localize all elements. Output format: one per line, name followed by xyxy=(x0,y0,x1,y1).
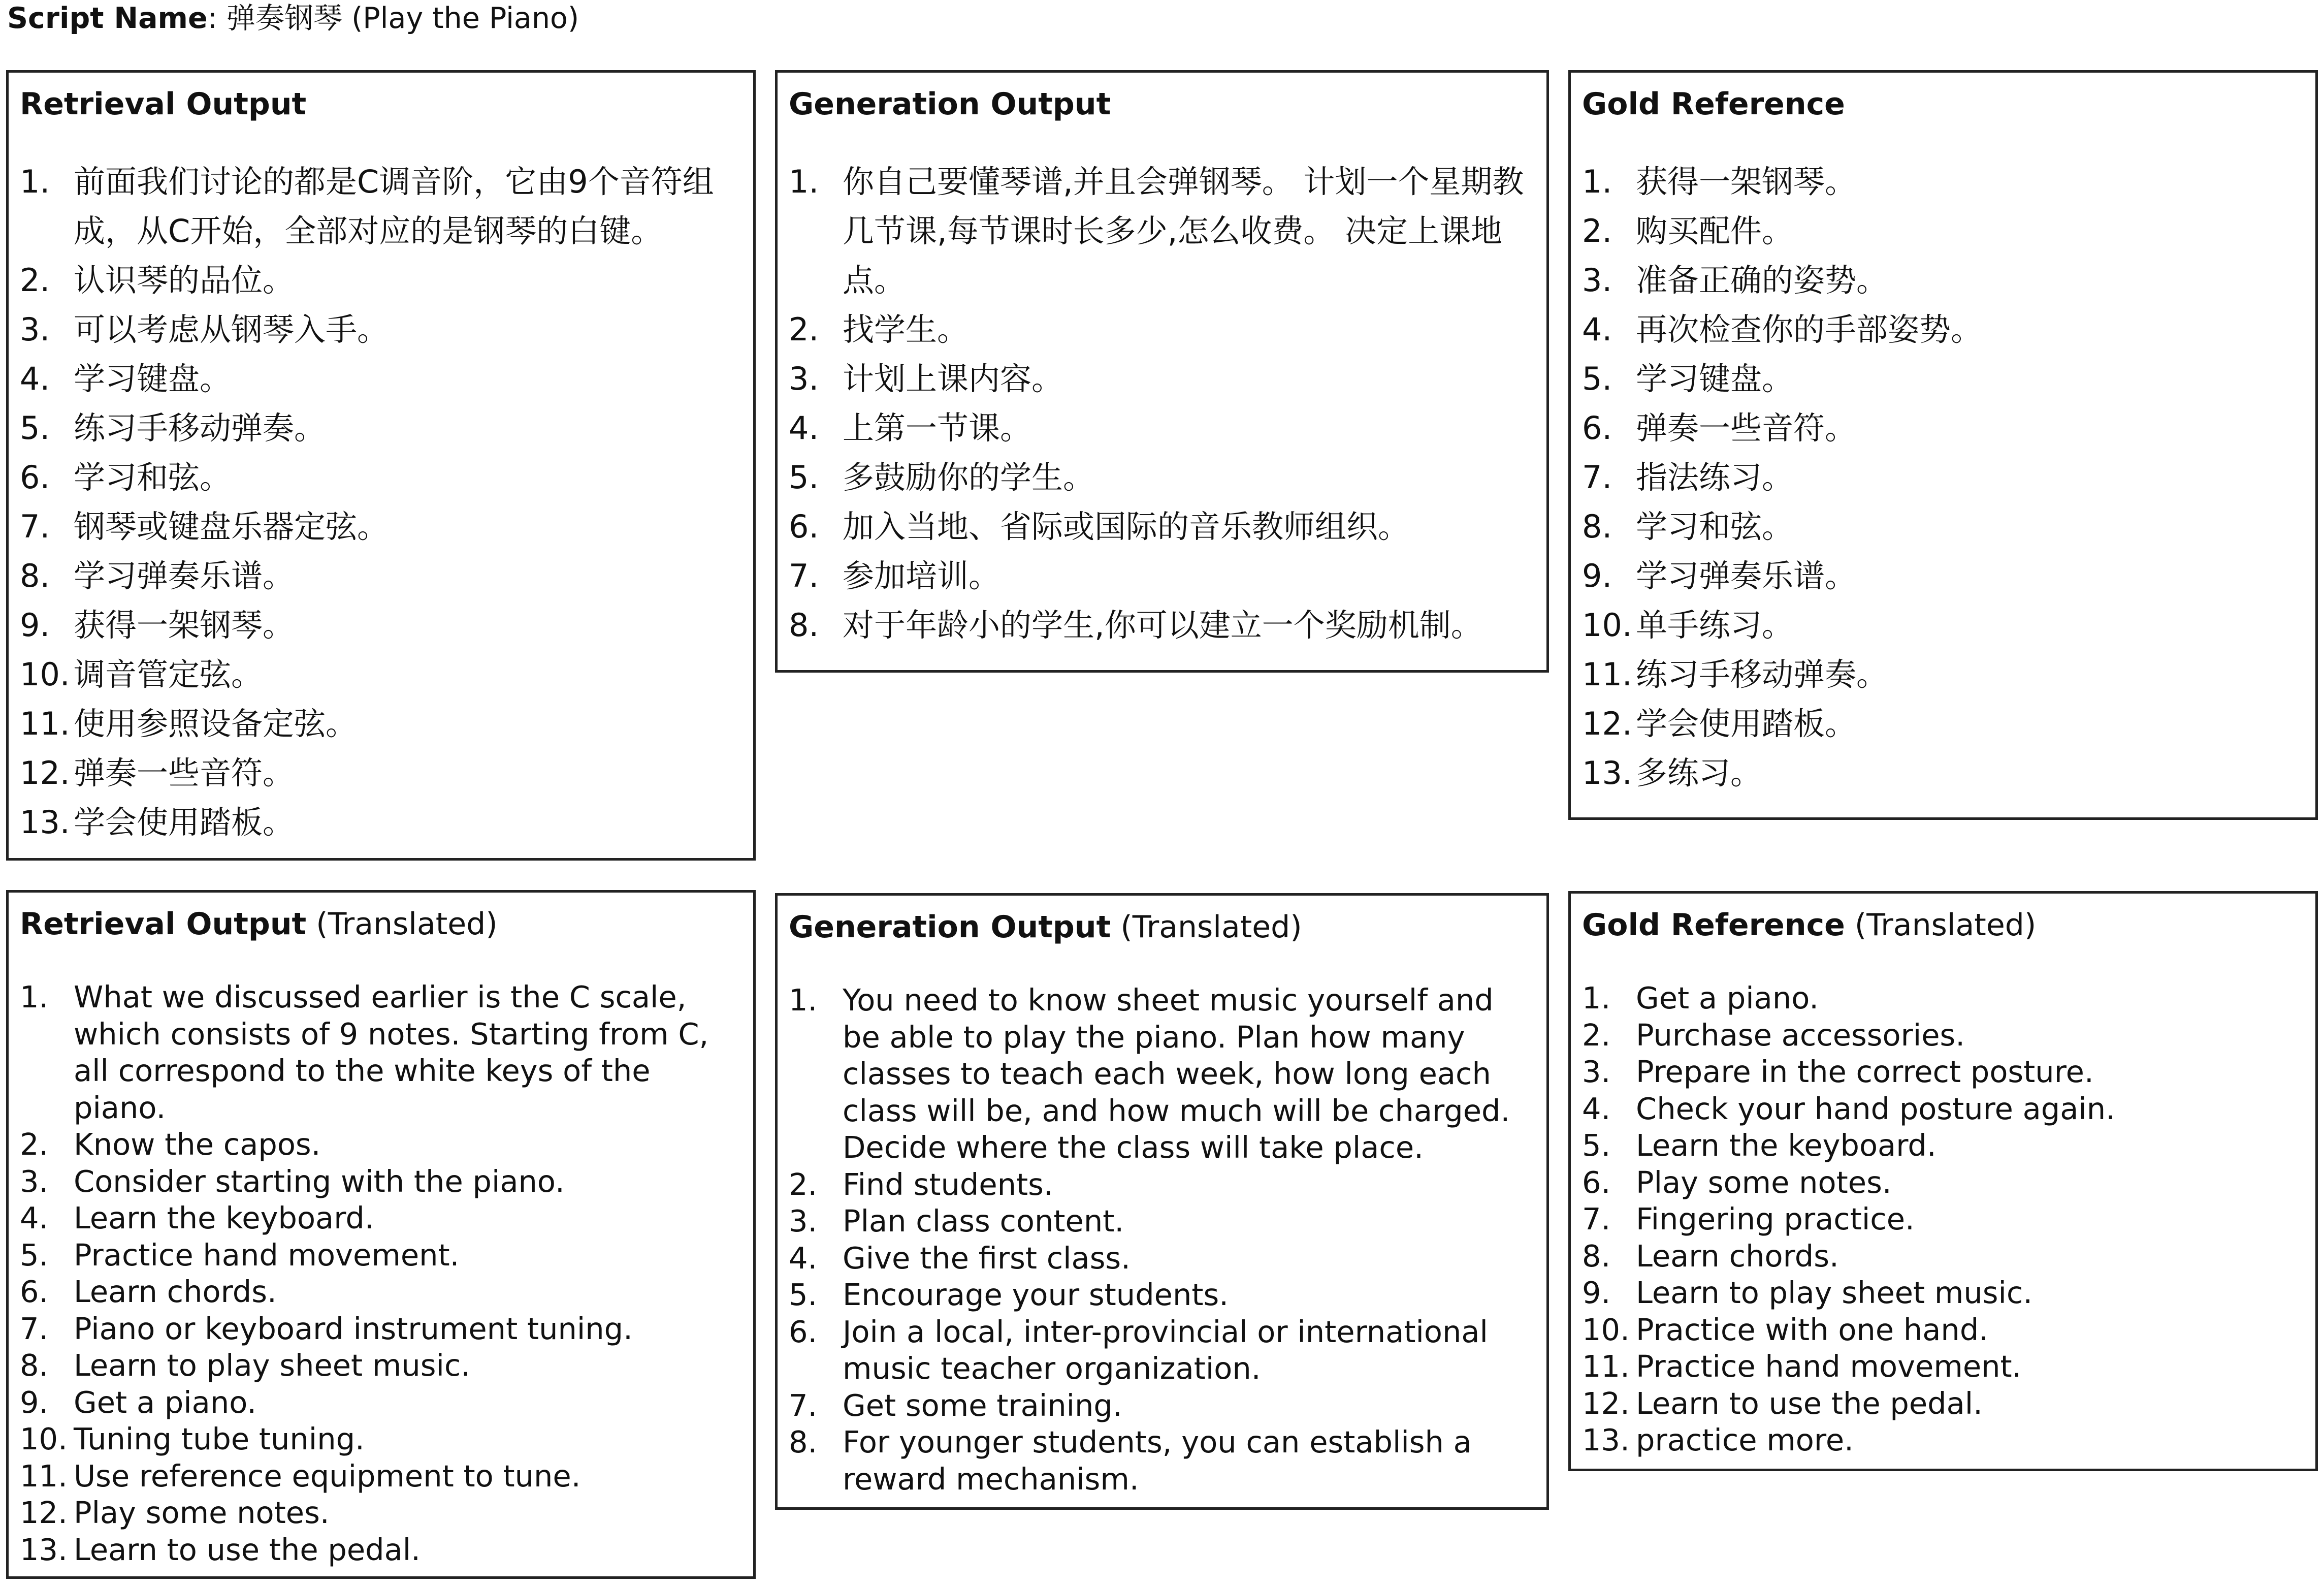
list-item xyxy=(20,1384,746,1421)
gold-reference-translated-box xyxy=(1568,891,2318,1471)
box-title xyxy=(789,909,1302,945)
list-item-text: For younger students, you can establish a reward mechanism. xyxy=(843,1424,1472,1497)
list-item-text: Use reference equipment to tune. xyxy=(74,1458,581,1494)
list-item-text: 参加培训。 xyxy=(843,557,1000,594)
list-item xyxy=(20,157,746,256)
list-item-number: 6. xyxy=(1582,1164,1611,1200)
list-item xyxy=(20,1421,746,1458)
list-item-text: Learn chords. xyxy=(74,1274,277,1309)
list-item-number: 9. xyxy=(20,607,50,644)
retrieval-output-translated-list xyxy=(20,979,746,1568)
list-item xyxy=(20,403,746,453)
list-item-text: 学习弹奏乐谱。 xyxy=(1636,557,1857,594)
list-item-text: 上第一节课。 xyxy=(843,409,1032,447)
list-item-number: 2. xyxy=(1582,212,1612,249)
list-item-text: 可以考虑从钢琴入手。 xyxy=(74,311,389,348)
retrieval-output-translated-box xyxy=(6,890,756,1579)
list-item xyxy=(1582,403,2308,453)
list-item-number: 5. xyxy=(789,459,819,496)
box-title xyxy=(1582,907,2036,943)
list-item-number: 13. xyxy=(1582,754,1632,791)
box-title xyxy=(20,906,498,942)
box-title-label: Gold Reference xyxy=(1582,86,1845,122)
list-item xyxy=(1582,1422,2308,1459)
list-item-text: 认识琴的品位。 xyxy=(74,262,295,299)
list-item-number: 4. xyxy=(20,1200,49,1235)
list-item-text: 多练习。 xyxy=(1636,754,1762,791)
list-item-number: 3. xyxy=(789,1203,818,1239)
list-item xyxy=(789,1387,1539,1424)
list-item xyxy=(789,600,1539,650)
list-item-number: 4. xyxy=(1582,311,1612,348)
list-item xyxy=(20,1495,746,1532)
box-title xyxy=(789,86,1111,122)
script-name-label: Script Name xyxy=(7,2,208,35)
list-item-number: 2. xyxy=(789,311,819,348)
generation-output-translated-box xyxy=(775,893,1549,1510)
list-item-number: 8. xyxy=(20,1348,49,1383)
list-item-text: 准备正确的姿势。 xyxy=(1636,262,1888,299)
list-item-text: 你自己要懂琴谱,并且会弹钢琴。 计划一个星期教几节课,每节课时长多少,怎么收费。 决定上课地点。 xyxy=(843,163,1524,299)
generation-output-box xyxy=(775,70,1549,673)
list-item-number: 2. xyxy=(20,262,50,299)
list-item-number: 4. xyxy=(1582,1091,1611,1126)
list-item-number: 3. xyxy=(20,1163,49,1199)
list-item-text: Join a local, inter-provincial or international music teacher organization. xyxy=(843,1314,1488,1386)
list-item-number: 9. xyxy=(20,1384,49,1420)
list-item-number: 12. xyxy=(1582,705,1632,742)
list-item xyxy=(789,1424,1539,1498)
list-item-number: 8. xyxy=(789,1424,818,1460)
list-item-number: 6. xyxy=(1582,409,1612,447)
list-item-text: Find students. xyxy=(843,1166,1053,1202)
list-item-number: 11. xyxy=(1582,1349,1630,1384)
list-item-text: You need to know sheet music yourself and be able to play the piano. Plan how many classes to teach each week, how long each class will be, and how much will be charged. Decide where the class will take place. xyxy=(843,982,1510,1165)
list-item-number: 1. xyxy=(789,163,819,200)
list-item-text: Learn to play sheet music. xyxy=(1636,1275,2033,1310)
list-item-text: 学习键盘。 xyxy=(74,360,232,397)
list-item-text: 找学生。 xyxy=(843,311,969,348)
list-item-text: 指法练习。 xyxy=(1636,459,1794,496)
list-item-number: 1. xyxy=(1582,980,1611,1016)
list-item-number: 12. xyxy=(1582,1385,1630,1421)
list-item xyxy=(20,502,746,551)
list-item-text: Learn the keyboard. xyxy=(74,1200,374,1235)
list-item-text: Play some notes. xyxy=(1636,1164,1892,1200)
list-item-text: Practice with one hand. xyxy=(1636,1312,1989,1347)
list-item-text: 调音管定弦。 xyxy=(74,656,263,693)
list-item-number: 5. xyxy=(20,409,50,447)
list-item xyxy=(1582,1348,2308,1385)
list-item xyxy=(20,256,746,305)
list-item-number: 11. xyxy=(1582,656,1632,693)
box-title-label: Generation Output xyxy=(789,909,1111,945)
list-item xyxy=(1582,1127,2308,1164)
box-title-label: Gold Reference xyxy=(1582,907,1845,943)
list-item-number: 1. xyxy=(20,979,49,1014)
list-item-number: 5. xyxy=(1582,1128,1611,1163)
list-item-number: 4. xyxy=(20,360,50,397)
list-item xyxy=(20,699,746,748)
list-item-number: 2. xyxy=(1582,1017,1611,1053)
list-item-text: practice more. xyxy=(1636,1422,1854,1457)
list-item-number: 2. xyxy=(20,1127,49,1162)
box-title-label: Retrieval Output xyxy=(20,86,307,122)
list-item xyxy=(20,748,746,798)
list-item xyxy=(20,1126,746,1163)
list-item-number: 4. xyxy=(789,409,819,447)
list-item-text: Learn chords. xyxy=(1636,1238,1839,1274)
list-item xyxy=(20,600,746,650)
list-item xyxy=(1582,1385,2308,1422)
list-item xyxy=(1582,1238,2308,1275)
box-title xyxy=(1582,86,1845,122)
list-item xyxy=(1582,157,2308,206)
list-item-text: Learn to play sheet music. xyxy=(74,1348,471,1383)
list-item xyxy=(20,1237,746,1274)
box-title-label: Generation Output xyxy=(789,86,1111,122)
generation-output-translated-list xyxy=(789,982,1539,1498)
list-item xyxy=(789,1203,1539,1240)
list-item xyxy=(1582,305,2308,354)
list-item-text: Fingering practice. xyxy=(1636,1201,1915,1236)
list-item-text: 练习手移动弹奏。 xyxy=(74,409,326,447)
list-item-text: Check your hand posture again. xyxy=(1636,1091,2115,1126)
list-item-text: Get some training. xyxy=(843,1387,1122,1423)
list-item-number: 7. xyxy=(20,1311,49,1346)
list-item-text: 获得一架钢琴。 xyxy=(74,607,295,644)
list-item xyxy=(20,1163,746,1200)
list-item-number: 8. xyxy=(1582,1238,1611,1274)
list-item xyxy=(1582,600,2308,650)
list-item-number: 8. xyxy=(1582,508,1612,545)
list-item-number: 13. xyxy=(1582,1422,1630,1457)
list-item xyxy=(789,982,1539,1166)
list-item-number: 6. xyxy=(789,508,819,545)
list-item-text: 单手练习。 xyxy=(1636,607,1794,644)
list-item xyxy=(1582,1054,2308,1091)
list-item-number: 8. xyxy=(20,557,50,594)
list-item-text: 学习和弦。 xyxy=(1636,508,1794,545)
list-item xyxy=(789,551,1539,600)
list-item xyxy=(20,798,746,847)
list-item-number: 3. xyxy=(20,311,50,348)
list-item-text: Tuning tube tuning. xyxy=(74,1421,365,1456)
list-item-number: 7. xyxy=(1582,1201,1611,1236)
list-item-number: 4. xyxy=(789,1240,818,1276)
list-item xyxy=(789,1240,1539,1277)
list-item-text: Consider starting with the piano. xyxy=(74,1163,565,1199)
list-item-text: Learn to use the pedal. xyxy=(74,1532,421,1567)
list-item-text: Get a piano. xyxy=(1636,980,1819,1016)
list-item xyxy=(789,403,1539,453)
list-item-text: 使用参照设备定弦。 xyxy=(74,705,358,742)
list-item xyxy=(1582,1312,2308,1349)
list-item xyxy=(1582,748,2308,798)
list-item-text: Learn the keyboard. xyxy=(1636,1128,1936,1163)
box-title-label: Retrieval Output xyxy=(20,906,307,942)
list-item xyxy=(20,1458,746,1495)
list-item xyxy=(1582,1275,2308,1312)
list-item-number: 6. xyxy=(20,1274,49,1309)
list-item xyxy=(1582,699,2308,748)
box-title-suffix: (Translated) xyxy=(306,906,498,942)
list-item xyxy=(1582,1017,2308,1054)
list-item xyxy=(789,502,1539,551)
list-item xyxy=(1582,1091,2308,1128)
list-item-text: 购买配件。 xyxy=(1636,212,1794,249)
script-name-value: 弹奏钢琴 (Play the Piano) xyxy=(226,2,579,35)
list-item-text: 加入当地、省际或国际的音乐教师组织。 xyxy=(843,508,1410,545)
list-item-number: 3. xyxy=(789,360,819,397)
list-item-text: Play some notes. xyxy=(74,1495,330,1530)
list-item xyxy=(20,1311,746,1348)
list-item-text: Piano or keyboard instrument tuning. xyxy=(74,1311,633,1346)
list-item-text: 对于年龄小的学生,你可以建立一个奖励机制。 xyxy=(843,607,1482,644)
list-item-number: 7. xyxy=(20,508,50,545)
list-item-number: 3. xyxy=(1582,262,1612,299)
list-item xyxy=(1582,256,2308,305)
gold-reference-list xyxy=(1582,157,2308,798)
box-title-suffix: (Translated) xyxy=(1111,909,1302,945)
list-item-number: 12. xyxy=(20,1495,68,1530)
list-item-number: 10. xyxy=(1582,1312,1630,1347)
list-item-number: 5. xyxy=(789,1277,818,1312)
box-title xyxy=(20,86,306,122)
list-item xyxy=(20,453,746,502)
list-item-text: 计划上课内容。 xyxy=(843,360,1063,397)
list-item-text: Give the first class. xyxy=(843,1240,1131,1276)
gold-reference-translated-list xyxy=(1582,980,2308,1459)
list-item-number: 7. xyxy=(789,557,819,594)
list-item-text: 练习手移动弹奏。 xyxy=(1636,656,1888,693)
list-item xyxy=(20,305,746,354)
list-item-number: 13. xyxy=(20,1532,68,1567)
list-item-number: 1. xyxy=(1582,163,1612,200)
script-name-colon: : xyxy=(207,2,217,35)
list-item-text: Practice hand movement. xyxy=(1636,1349,2022,1384)
list-item xyxy=(789,1166,1539,1203)
list-item-number: 9. xyxy=(1582,1275,1611,1310)
list-item xyxy=(20,1347,746,1384)
retrieval-output-box xyxy=(6,70,756,861)
list-item xyxy=(20,1200,746,1237)
list-item-text: Practice hand movement. xyxy=(74,1237,460,1273)
list-item-number: 3. xyxy=(1582,1054,1611,1089)
list-item-text: 获得一架钢琴。 xyxy=(1636,163,1857,200)
list-item-number: 13. xyxy=(20,804,70,841)
list-item-text: 再次检查你的手部姿势。 xyxy=(1636,311,1983,348)
list-item xyxy=(20,1532,746,1569)
list-item xyxy=(1582,650,2308,699)
list-item xyxy=(20,979,746,1126)
list-item-text: Learn to use the pedal. xyxy=(1636,1385,1983,1421)
list-item xyxy=(789,453,1539,502)
list-item xyxy=(789,1314,1539,1387)
list-item-text: Plan class content. xyxy=(843,1203,1124,1239)
list-item xyxy=(1582,502,2308,551)
list-item xyxy=(20,650,746,699)
list-item-text: 弹奏一些音符。 xyxy=(1636,409,1857,447)
list-item-text: 学会使用踏板。 xyxy=(1636,705,1857,742)
list-item xyxy=(1582,1201,2308,1238)
list-item-number: 1. xyxy=(20,163,50,200)
generation-output-list xyxy=(789,157,1539,650)
list-item-number: 6. xyxy=(789,1314,818,1349)
list-item xyxy=(1582,551,2308,600)
list-item-text: What we discussed earlier is the C scale, which consists of 9 notes. Starting from C, all correspond to the white keys of the piano. xyxy=(74,979,709,1125)
list-item xyxy=(1582,1164,2308,1201)
list-item-text: Prepare in the correct posture. xyxy=(1636,1054,2094,1089)
list-item xyxy=(20,551,746,600)
list-item-text: Encourage your students. xyxy=(843,1277,1229,1312)
gold-reference-box xyxy=(1568,70,2318,820)
list-item-number: 11. xyxy=(20,1458,68,1494)
list-item-text: Get a piano. xyxy=(74,1384,257,1420)
list-item-text: Purchase accessories. xyxy=(1636,1017,1965,1053)
list-item-number: 10. xyxy=(20,1421,68,1456)
list-item xyxy=(1582,354,2308,403)
list-item xyxy=(1582,980,2308,1017)
list-item xyxy=(789,157,1539,305)
list-item xyxy=(789,305,1539,354)
script-name xyxy=(7,0,579,37)
list-item-text: 学习键盘。 xyxy=(1636,360,1794,397)
list-item-text: 学习和弦。 xyxy=(74,459,232,496)
box-title-suffix: (Translated) xyxy=(1845,907,2037,943)
list-item-number: 6. xyxy=(20,459,50,496)
list-item xyxy=(20,354,746,403)
list-item-number: 1. xyxy=(789,982,818,1018)
list-item xyxy=(789,1277,1539,1314)
list-item-number: 8. xyxy=(789,607,819,644)
list-item-number: 10. xyxy=(1582,607,1632,644)
retrieval-output-list xyxy=(20,157,746,847)
list-item-text: 钢琴或键盘乐器定弦。 xyxy=(74,508,389,545)
list-item-text: 多鼓励你的学生。 xyxy=(843,459,1095,496)
list-item-number: 9. xyxy=(1582,557,1612,594)
list-item xyxy=(789,354,1539,403)
list-item-number: 2. xyxy=(789,1166,818,1202)
list-item-number: 7. xyxy=(1582,459,1612,496)
list-item-number: 5. xyxy=(1582,360,1612,397)
list-item-text: Know the capos. xyxy=(74,1127,321,1162)
list-item-number: 5. xyxy=(20,1237,49,1273)
list-item xyxy=(1582,453,2308,502)
list-item-number: 10. xyxy=(20,656,70,693)
list-item-number: 7. xyxy=(789,1387,818,1423)
list-item-text: 前面我们讨论的都是C调音阶，它由9个音符组成，从C开始，全部对应的是钢琴的白键。 xyxy=(74,163,714,249)
list-item-text: 学会使用踏板。 xyxy=(74,804,295,841)
list-item xyxy=(1582,206,2308,256)
list-item-text: 学习弹奏乐谱。 xyxy=(74,557,295,594)
list-item-number: 11. xyxy=(20,705,70,742)
list-item xyxy=(20,1274,746,1311)
list-item-number: 12. xyxy=(20,754,70,791)
list-item-text: 弹奏一些音符。 xyxy=(74,754,295,791)
